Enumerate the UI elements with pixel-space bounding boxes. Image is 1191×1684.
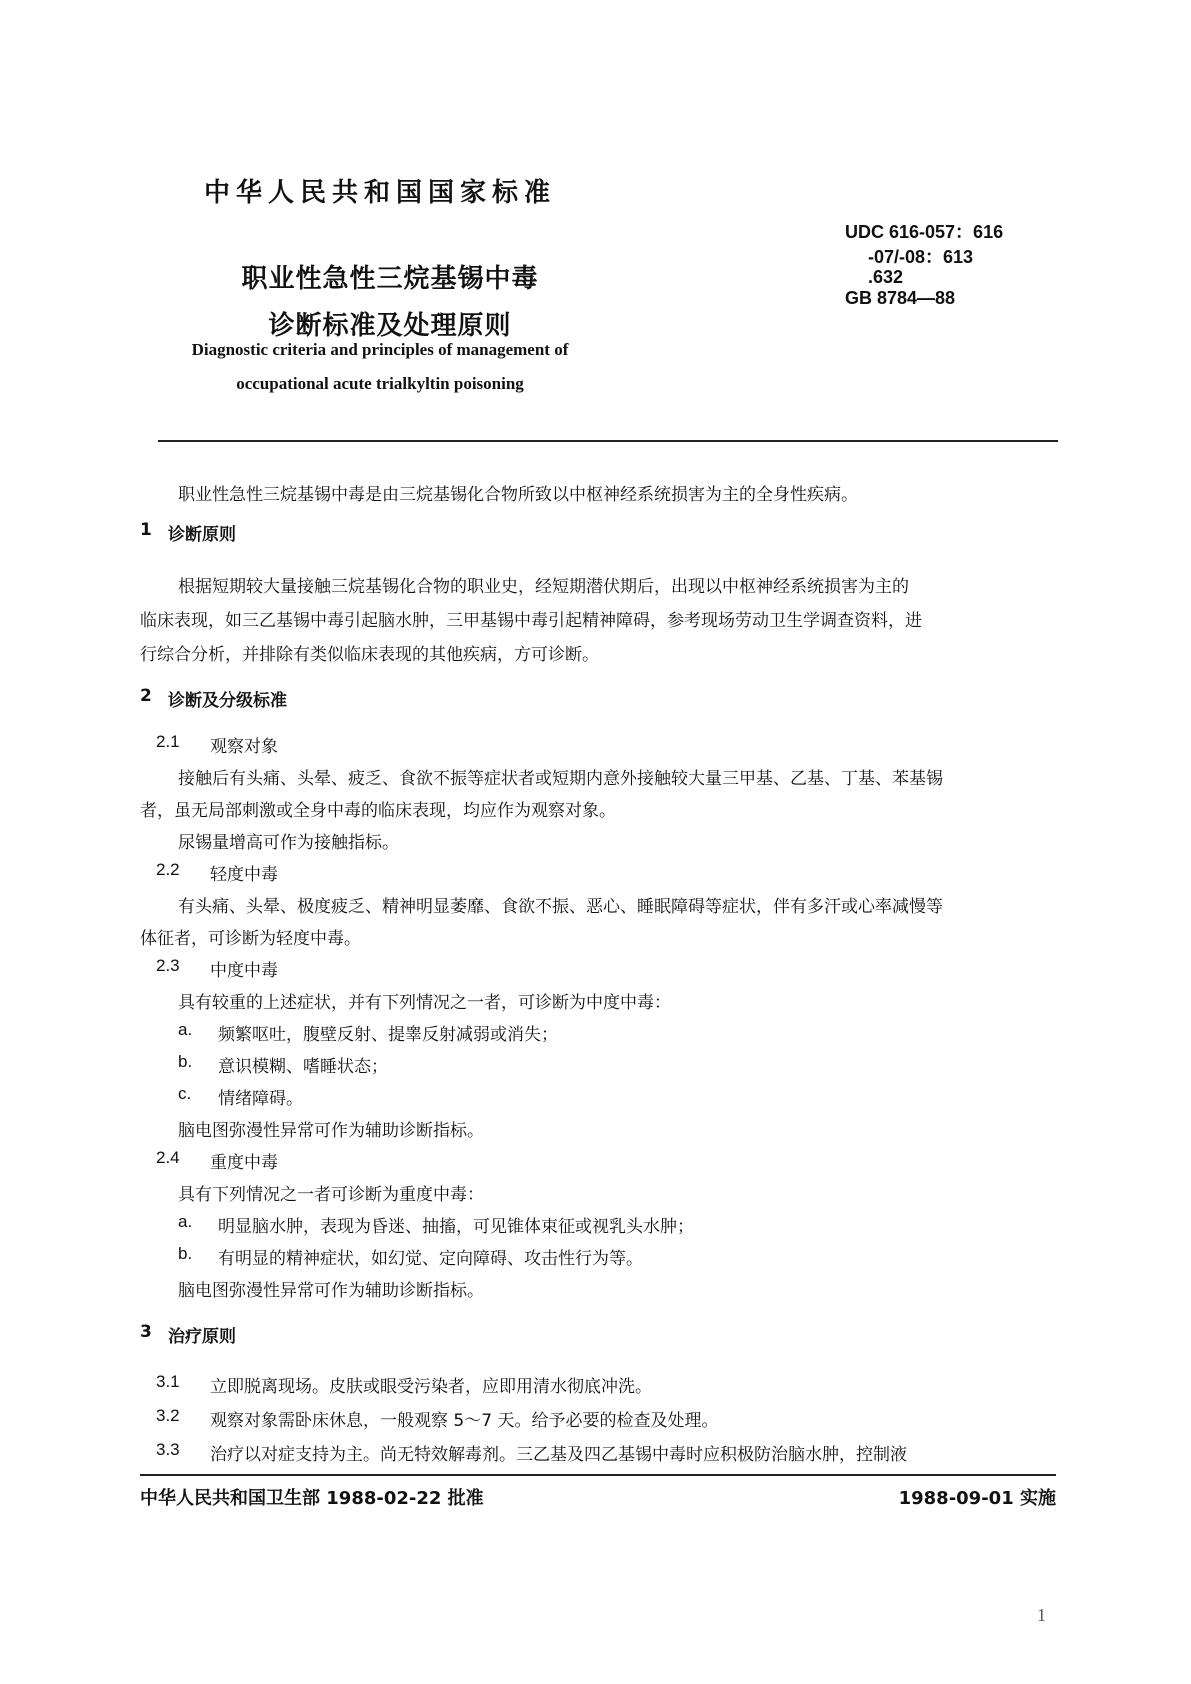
list-item-text: 情绪障碍。 — [218, 1089, 303, 1109]
document-title-line-1: 职业性急性三烷基锡中毒 — [241, 264, 539, 294]
header-divider — [158, 440, 1058, 442]
subsection-3-2-text: 观察对象需卧床休息，一般观察 5～7 天。给予必要的检查及处理。 — [210, 1411, 719, 1431]
list-item-label: b. — [178, 1052, 193, 1071]
section-1-line-3: 行综合分析，并排除有类似临床表现的其他疾病，方可诊断。 — [140, 645, 599, 665]
national-standard-heading: 中华人民共和国国家标准 — [203, 178, 556, 208]
intro-paragraph: 职业性急性三烷基锡中毒是由三烷基锡化合物所致以中枢神经系统损害为主的全身性疾病。 — [178, 485, 858, 505]
section-3-number: 3 — [140, 1322, 152, 1342]
subsection-2-1-line-2: 者，虽无局部刺激或全身中毒的临床表现，均应作为观察对象。 — [140, 801, 616, 821]
list-item-text: 频繁呕吐，腹壁反射、提睾反射减弱或消失； — [218, 1025, 558, 1045]
udc-code-line-2: -07/-08：613 — [868, 247, 974, 267]
subsection-2-1-line-3: 尿锡量增高可作为接触指标。 — [178, 833, 399, 853]
list-item-label: a. — [178, 1212, 193, 1231]
subsection-2-4-title: 重度中毒 — [210, 1153, 278, 1173]
subsection-3-1-number: 3.1 — [156, 1372, 180, 1391]
subsection-2-3-title: 中度中毒 — [210, 961, 278, 981]
subsection-2-2-line-1: 有头痛、头晕、极度疲乏、精神明显萎靡、食欲不振、恶心、睡眠障碍等症状，伴有多汗或心率减慢等 — [178, 897, 943, 917]
document-title-line-2: 诊断标准及处理原则 — [268, 311, 512, 341]
list-item-text: 意识模糊、嗜睡状态； — [218, 1057, 388, 1077]
subsection-3-3-text: 治疗以对症支持为主。尚无特效解毒剂。三乙基及四乙基锡中毒时应积极防治脑水肿，控制液 — [210, 1445, 907, 1465]
list-item-label: b. — [178, 1244, 193, 1263]
list-item-text: 有明显的精神症状，如幻觉、定向障碍、攻击性行为等。 — [218, 1249, 643, 1269]
list-item-label: a. — [178, 1020, 193, 1039]
section-2-title: 诊断及分级标准 — [168, 691, 287, 711]
page-number: 1 — [1037, 1605, 1046, 1625]
list-item-text: 明显脑水肿，表现为昏迷、抽搐，可见锥体束征或视乳头水肿； — [218, 1217, 694, 1237]
subsection-2-2-number: 2.2 — [156, 860, 180, 879]
udc-code-line-1: UDC 616-057：616 — [845, 222, 1004, 242]
subsection-3-1-text: 立即脱离现场。皮肤或眼受污染者，应即用清水彻底冲洗。 — [210, 1377, 652, 1397]
subsection-2-4-number: 2.4 — [156, 1148, 180, 1167]
subsection-2-3-number: 2.3 — [156, 956, 180, 975]
english-title-line-1: Diagnostic criteria and principles of management of — [191, 340, 569, 359]
subsection-2-3-note: 脑电图弥漫性异常可作为辅助诊断指标。 — [178, 1121, 484, 1141]
section-1-line-2: 临床表现，如三乙基锡中毒引起脑水肿，三甲基锡中毒引起精神障碍，参考现场劳动卫生学调查资料，进 — [140, 611, 922, 631]
english-title-line-2: occupational acute trialkyltin poisoning — [236, 374, 524, 393]
subsection-2-1-line-1: 接触后有头痛、头晕、疲乏、食欲不振等症状者或短期内意外接触较大量三甲基、乙基、丁基、苯基锡 — [178, 769, 943, 789]
section-1-title: 诊断原则 — [168, 525, 236, 545]
subsection-2-1-number: 2.1 — [156, 732, 180, 751]
udc-code-line-3: .632 — [868, 267, 904, 287]
implementation-date: 1988-09-01 实施 — [898, 1488, 1056, 1509]
approval-note: 中华人民共和国卫生部 1988-02-22 批准 — [140, 1488, 484, 1509]
section-3-title: 治疗原则 — [168, 1327, 236, 1347]
subsection-2-4-note: 脑电图弥漫性异常可作为辅助诊断指标。 — [178, 1281, 484, 1301]
footer-divider — [140, 1474, 1056, 1476]
subsection-2-3-lead: 具有较重的上述症状，并有下列情况之一者，可诊断为中度中毒： — [178, 993, 671, 1013]
gb-code: GB 8784—88 — [845, 288, 956, 308]
list-item-label: c. — [178, 1084, 192, 1103]
subsection-2-1-title: 观察对象 — [210, 737, 278, 757]
subsection-3-3-number: 3.3 — [156, 1440, 180, 1459]
section-2-number: 2 — [140, 686, 152, 706]
subsection-2-2-line-2: 体征者，可诊断为轻度中毒。 — [140, 929, 361, 949]
section-1-line-1: 根据短期较大量接触三烷基锡化合物的职业史，经短期潜伏期后，出现以中枢神经系统损害为主的 — [178, 577, 909, 597]
subsection-3-2-number: 3.2 — [156, 1406, 180, 1425]
subsection-2-2-title: 轻度中毒 — [210, 865, 278, 885]
subsection-2-4-lead: 具有下列情况之一者可诊断为重度中毒： — [178, 1185, 484, 1205]
section-1-number: 1 — [140, 520, 152, 540]
